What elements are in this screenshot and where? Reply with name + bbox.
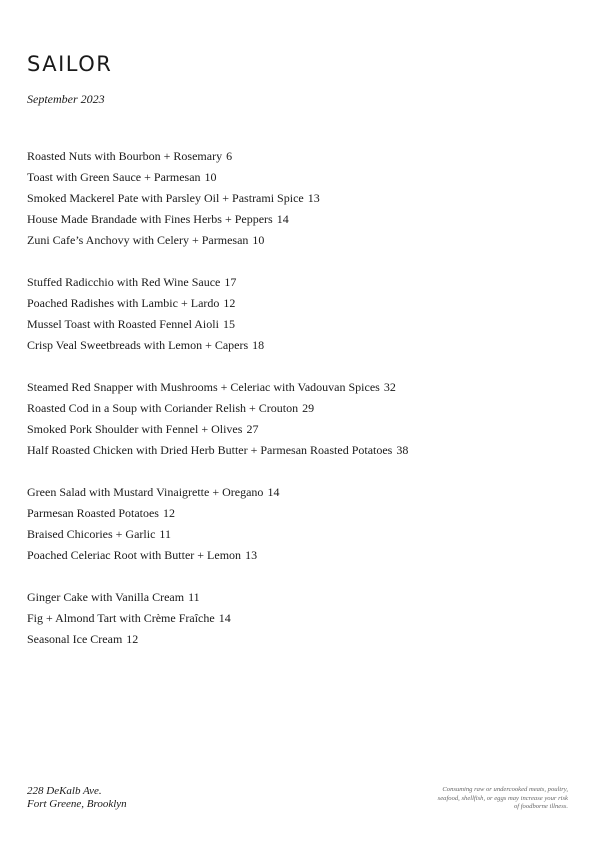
menu-item-name: Poached Radishes with Lambic + Lardo bbox=[27, 296, 220, 310]
menu-item-name: House Made Brandade with Fines Herbs + Peppers bbox=[27, 212, 273, 226]
menu-item-price: 11 bbox=[188, 590, 200, 604]
menu-item-name: Crisp Veal Sweetbreads with Lemon + Capers bbox=[27, 338, 249, 352]
menu-list bbox=[27, 146, 567, 671]
menu-item-price: 13 bbox=[245, 548, 258, 562]
menu-item-price: 12 bbox=[126, 632, 139, 646]
menu-item-price: 32 bbox=[383, 380, 396, 394]
menu-item-name: Toast with Green Sauce + Parmesan bbox=[27, 170, 201, 184]
page-title: SAILOR bbox=[27, 52, 113, 76]
menu-item bbox=[27, 440, 567, 461]
menu-item bbox=[27, 398, 567, 419]
menu-item bbox=[27, 503, 567, 524]
menu-item-name: Zuni Cafe’s Anchovy with Celery + Parmesan bbox=[27, 233, 249, 247]
menu-item-price: 17 bbox=[224, 275, 237, 289]
menu-item bbox=[27, 377, 567, 398]
menu-item bbox=[27, 482, 567, 503]
food-safety-disclaimer: Consuming raw or undercooked meats, poultry, seafood, shellfish, or eggs may increase your risk of foodborne illness. bbox=[437, 786, 568, 811]
menu-item bbox=[27, 293, 567, 314]
restaurant-address bbox=[27, 785, 127, 811]
menu-item-price: 14 bbox=[276, 212, 289, 226]
menu-item-name: Mussel Toast with Roasted Fennel Aioli bbox=[27, 317, 219, 331]
menu-item bbox=[27, 335, 567, 356]
menu-item-name: Poached Celeriac Root with Butter + Lemon bbox=[27, 548, 242, 562]
menu-item bbox=[27, 209, 567, 230]
menu-item-name: Parmesan Roasted Potatoes bbox=[27, 506, 159, 520]
menu-item bbox=[27, 230, 567, 251]
menu-item-price: 14 bbox=[218, 611, 231, 625]
menu-item-price: 13 bbox=[307, 191, 320, 205]
menu-item-name: Green Salad with Mustard Vinaigrette + Oregano bbox=[27, 485, 264, 499]
menu-item-name: Ginger Cake with Vanilla Cream bbox=[27, 590, 185, 604]
menu-item bbox=[27, 587, 567, 608]
menu-item-name: Fig + Almond Tart with Crème Fraîche bbox=[27, 611, 215, 625]
menu-item bbox=[27, 167, 567, 188]
menu-item-name: Stuffed Radicchio with Red Wine Sauce bbox=[27, 275, 221, 289]
menu-date: September 2023 bbox=[27, 92, 105, 106]
menu-item-price: 11 bbox=[159, 527, 171, 541]
menu-item-name: Smoked Pork Shoulder with Fennel + Olives bbox=[27, 422, 243, 436]
menu-section-4 bbox=[27, 482, 567, 566]
address-line-street: 228 DeKalb Ave. bbox=[27, 785, 102, 797]
menu-item-price: 12 bbox=[223, 296, 236, 310]
menu-item bbox=[27, 272, 567, 293]
menu-item-price: 29 bbox=[302, 401, 315, 415]
menu-item-name: Braised Chicories + Garlic bbox=[27, 527, 156, 541]
menu-item-price: 12 bbox=[162, 506, 175, 520]
menu-section-5 bbox=[27, 587, 567, 650]
address-line-neighborhood: Fort Greene, Brooklyn bbox=[27, 798, 127, 810]
menu-section-1 bbox=[27, 146, 567, 251]
menu-item bbox=[27, 419, 567, 440]
menu-item-name: Smoked Mackerel Pate with Parsley Oil + Pastrami Spice bbox=[27, 191, 304, 205]
menu-item-name: Seasonal Ice Cream bbox=[27, 632, 123, 646]
menu-item-name: Roasted Nuts with Bourbon + Rosemary bbox=[27, 149, 223, 163]
menu-section-3 bbox=[27, 377, 567, 461]
menu-item-price: 38 bbox=[396, 443, 409, 457]
menu-item-price: 10 bbox=[204, 170, 217, 184]
menu-section-2 bbox=[27, 272, 567, 356]
menu-item-price: 15 bbox=[222, 317, 235, 331]
menu-item bbox=[27, 545, 567, 566]
menu-item-name: Steamed Red Snapper with Mushrooms + Celeriac with Vadouvan Spices bbox=[27, 380, 380, 394]
menu-item bbox=[27, 608, 567, 629]
menu-item bbox=[27, 188, 567, 209]
menu-item-price: 10 bbox=[252, 233, 265, 247]
menu-item bbox=[27, 314, 567, 335]
menu-item-name: Half Roasted Chicken with Dried Herb Butter + Parmesan Roasted Potatoes bbox=[27, 443, 393, 457]
menu-item bbox=[27, 146, 567, 167]
menu-item-price: 6 bbox=[226, 149, 233, 163]
menu-item bbox=[27, 524, 567, 545]
menu-item-price: 27 bbox=[246, 422, 259, 436]
menu-item bbox=[27, 629, 567, 650]
menu-item-name: Roasted Cod in a Soup with Coriander Relish + Crouton bbox=[27, 401, 299, 415]
menu-item-price: 14 bbox=[267, 485, 280, 499]
menu-item-price: 18 bbox=[252, 338, 265, 352]
